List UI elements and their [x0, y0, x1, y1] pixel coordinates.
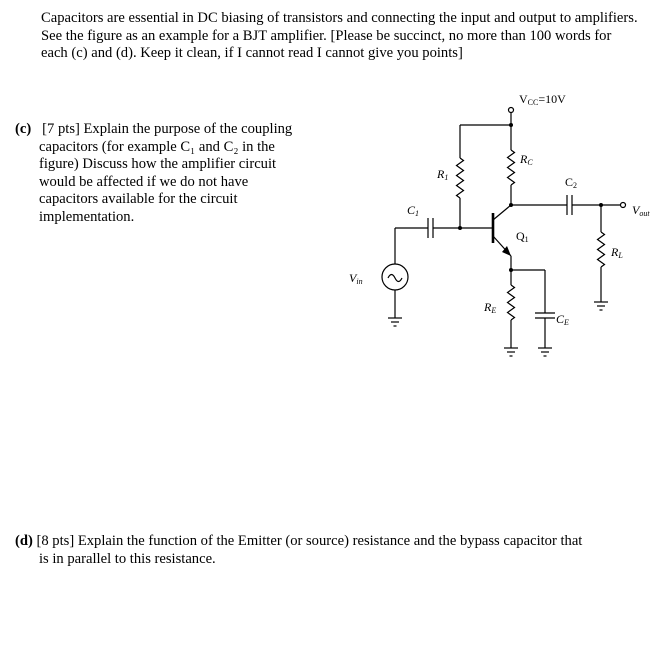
- question-c-line-2: capacitors (for example C₁ and C₂ in the: [39, 138, 275, 155]
- intro-text: Capacitors are essential in DC biasing of transistors and connecting the input and output to amplifiers. See the figure as an example for a BJT amplifier. [Please be succinct, no more than 100 words for each (c) and (d). Keep it clean, if I cannot read I cannot give you points]: [41, 10, 638, 61]
- question-d-line-2: is in parallel to this resistance.: [39, 550, 216, 567]
- c2-label: C2: [565, 175, 578, 190]
- ce-label: CE: [556, 312, 569, 327]
- r1-label: R1: [437, 167, 449, 182]
- vout-label: Vout: [632, 203, 650, 218]
- question-c-line-5: capacitors available for the circuit: [39, 191, 238, 207]
- base-junction-dot: [458, 226, 462, 230]
- emitter-junction-dot: [509, 268, 513, 272]
- ac-symbol: [388, 275, 402, 282]
- output-junction-dot: [599, 203, 603, 207]
- question-c-text-1: [7 pts] Explain the purpose of the coupling: [42, 121, 293, 137]
- rc-label: RC: [520, 152, 533, 167]
- vcc-label: VCC=10V: [519, 92, 566, 107]
- re-resistor: [508, 285, 515, 320]
- vcc-junction-dot: [509, 123, 513, 127]
- question-c-label: (c): [15, 121, 32, 137]
- q1-collector: [493, 205, 511, 220]
- vcc-terminal: [509, 108, 514, 113]
- rc-resistor: [508, 150, 515, 185]
- r1-resistor: [457, 158, 464, 198]
- rl-resistor: [598, 232, 605, 267]
- rl-label: RL: [611, 245, 623, 260]
- vout-terminal: [621, 203, 626, 208]
- question-c-line-6: implementation.: [39, 208, 135, 225]
- question-d-label: (d): [15, 533, 33, 549]
- question-c-line-4: would be affected if we do not have: [39, 173, 249, 190]
- vin-label: Vin: [349, 271, 363, 286]
- question-d-text-1: [8 pts] Explain the function of the Emitter (or source) resistance and the bypass capacitor that: [36, 533, 583, 549]
- c1-label: C1: [407, 203, 420, 218]
- question-c-line-3: figure) Discuss how the amplifier circuit: [39, 156, 277, 172]
- q1-label: Q1: [516, 229, 529, 244]
- collector-junction-dot: [509, 203, 513, 207]
- re-label: RE: [484, 300, 497, 315]
